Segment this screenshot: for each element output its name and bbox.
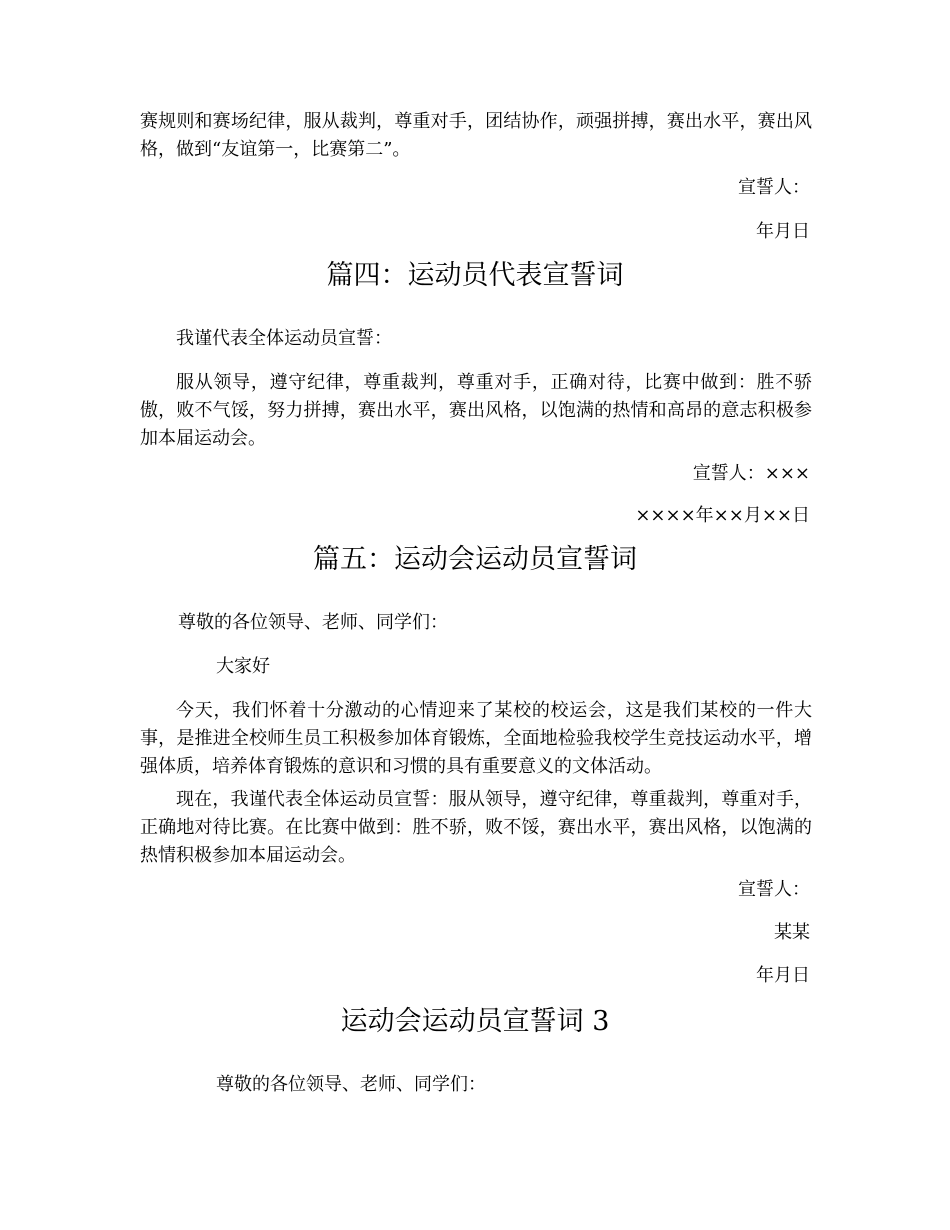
paragraph-opening: 今天，我们怀着十分激动的心情迎来了某校的校运会，这是我们某校的一件大事，是推进全校师生员工积极参加体育锻炼，全面地检验我校学生竞技运动水平，增强体质，培养体育锻炼的意识和习惯的具有重要意义的文体活动。 (140, 700, 812, 777)
hello-text: 大家好 (216, 656, 270, 677)
oath-name: 某某 (774, 922, 810, 943)
greeting: 尊敬的各位领导、老师、同学们： (216, 1074, 486, 1095)
oath-intro: 我谨代表全体运动员宣誓： (176, 328, 392, 349)
section-title-5: 篇五：运动会运动员宣誓词 (313, 544, 637, 575)
oath-signature: 宣誓人：××× (692, 463, 810, 484)
section-title-6: 运动会运动员宣誓词 3 (340, 1006, 610, 1037)
section-title-4: 篇四：运动员代表宣誓词 (326, 260, 624, 291)
paragraph-competition-rules: 赛规则和赛场纪律，服从裁判，尊重对手，团结协作，顽强拼搏，赛出水平，赛出风格，做到“友谊第一，比赛第二”。 (140, 111, 812, 160)
oath-signature-label: 宣誓人： (738, 177, 810, 198)
paragraph-oath-content: 服从领导，遵守纪律，尊重裁判，尊重对手，正确对待，比赛中做到：胜不骄傲，败不气馁，努力拼搏，赛出水平，赛出风格，以饱满的热情和高昂的意志积极参加本届运动会。 (140, 372, 812, 449)
greeting: 尊敬的各位领导、老师、同学们： (178, 612, 448, 633)
oath-date: 年月日 (756, 965, 810, 986)
oath-signature-label: 宣誓人： (738, 879, 810, 900)
oath-date: ××××年××月××日 (635, 505, 810, 526)
paragraph-oath: 现在，我谨代表全体运动员宣誓：服从领导，遵守纪律，尊重裁判，尊重对手，正确地对待比赛。在比赛中做到：胜不骄，败不馁，赛出水平，赛出风格，以饱满的热情积极参加本届运动会。 (140, 789, 812, 866)
oath-date: 年月日 (756, 221, 810, 242)
